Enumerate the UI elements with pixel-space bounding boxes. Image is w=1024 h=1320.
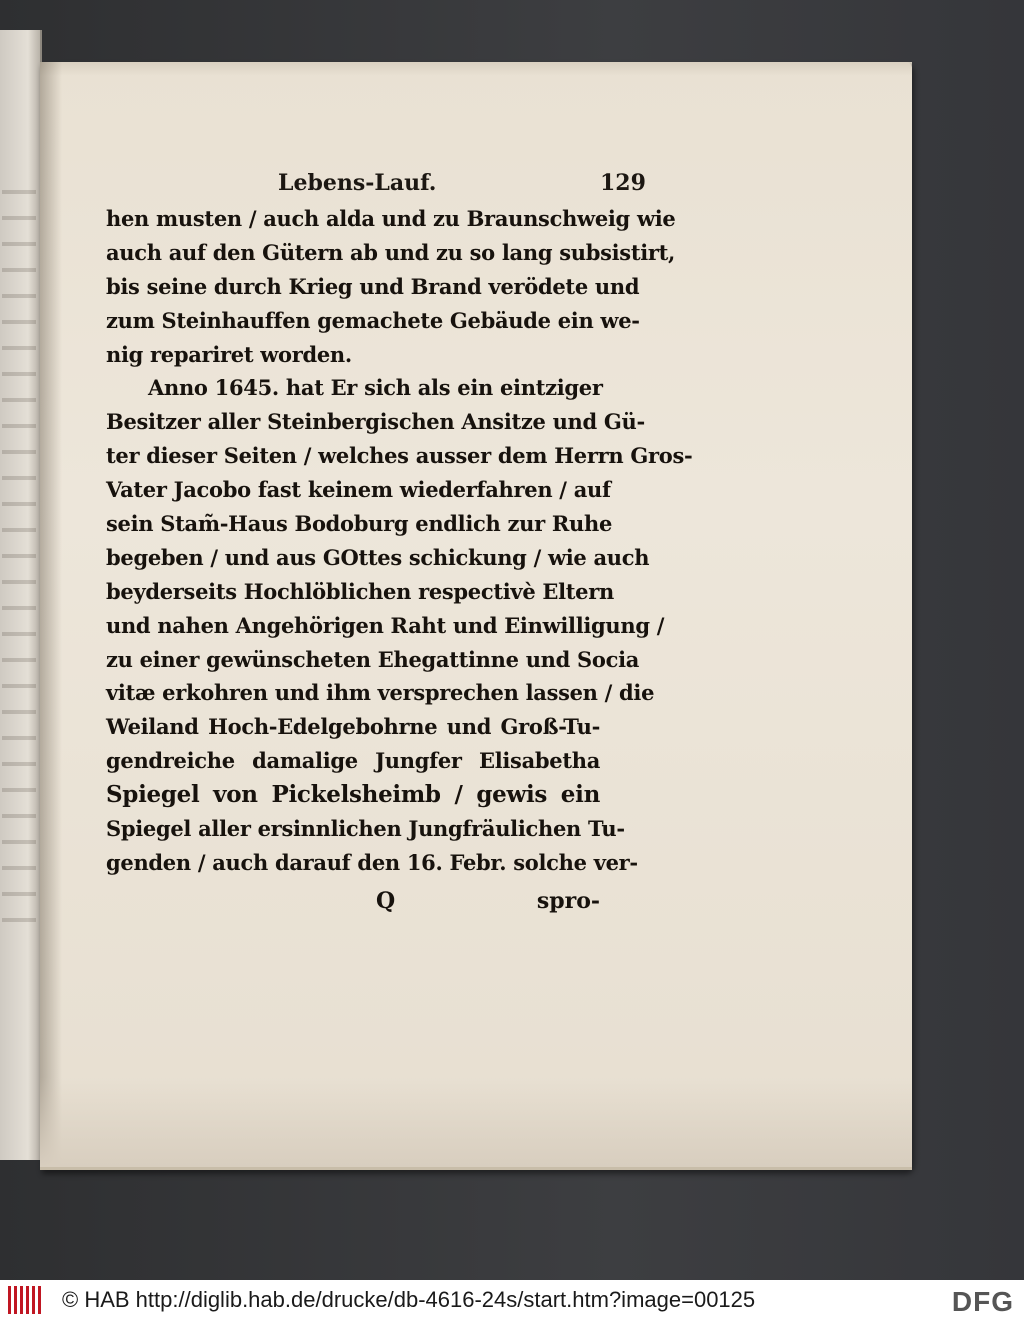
hab-logo-icon: [8, 1285, 44, 1315]
running-head: Lebens-Lauf.: [278, 170, 437, 196]
text-line: ter dieser Seiten / welches ausser dem Herrn Gros-: [106, 443, 693, 469]
text-line: nig repariret worden.: [106, 341, 352, 367]
gutter-shadow: [40, 62, 62, 1170]
signature-mark: Q: [376, 888, 396, 914]
text-line: Besitzer aller Steinbergischen Ansitze und Gü-: [106, 409, 645, 435]
text-line: vitæ erkohren und ihm versprechen lassen / die: [106, 680, 655, 706]
text-line: auch auf den Gütern ab und zu so lang subsistirt,: [106, 239, 676, 265]
text-line: und nahen Angehörigen Raht und Einwilligung /: [106, 612, 665, 638]
text-block: [106, 202, 693, 880]
text-line: begeben / und aus GOttes schickung / wie auch: [106, 544, 650, 570]
text-line: genden / auch darauf den 16. Febr. solche ver-: [106, 849, 638, 875]
text-line: sein Stam̃-Haus Bodoburg endlich zur Ruhe: [106, 511, 613, 537]
text-line: bis seine durch Krieg und Brand verödete und: [106, 273, 640, 299]
text-line: hen musten / auch alda und zu Braunschweig wie: [106, 206, 676, 231]
catch-row: [106, 888, 600, 922]
text-line: Vater Jacobo fast keinem wiederfahren / auf: [106, 477, 611, 503]
footer-bar: [0, 1280, 1024, 1320]
text-line: zu einer gewünscheten Ehegattinne und Socia: [106, 646, 640, 672]
text-line: Weiland Hoch-Edelgebohrne und Groß-Tu-: [106, 714, 600, 740]
catchword: spro-: [536, 888, 600, 914]
text-line: beyderseits Hochlöblichen respectivè Eltern: [106, 578, 614, 604]
dfg-logo: DFG: [951, 1286, 1014, 1317]
verso-bleed-through: [2, 190, 36, 930]
text-line: Anno 1645. hat Er sich als ein eintziger: [148, 375, 603, 401]
page-number: 129: [600, 170, 646, 196]
text-line: Spiegel von Pickelsheimb / gewis ein: [106, 781, 600, 809]
text-line: Spiegel aller ersinnlichen Jungfräulichen Tu-: [106, 816, 625, 842]
copyright-url[interactable]: © HAB http://diglib.hab.de/drucke/db-4616-24s/start.htm?image=00125: [62, 1287, 756, 1312]
book-page: [40, 62, 912, 1170]
text-line: zum Steinhauffen gemachete Gebäude ein we-: [106, 307, 640, 333]
verso-page-edge: [0, 30, 42, 1160]
text-line: gendreiche damalige Jungfer Elisabetha: [106, 748, 600, 774]
